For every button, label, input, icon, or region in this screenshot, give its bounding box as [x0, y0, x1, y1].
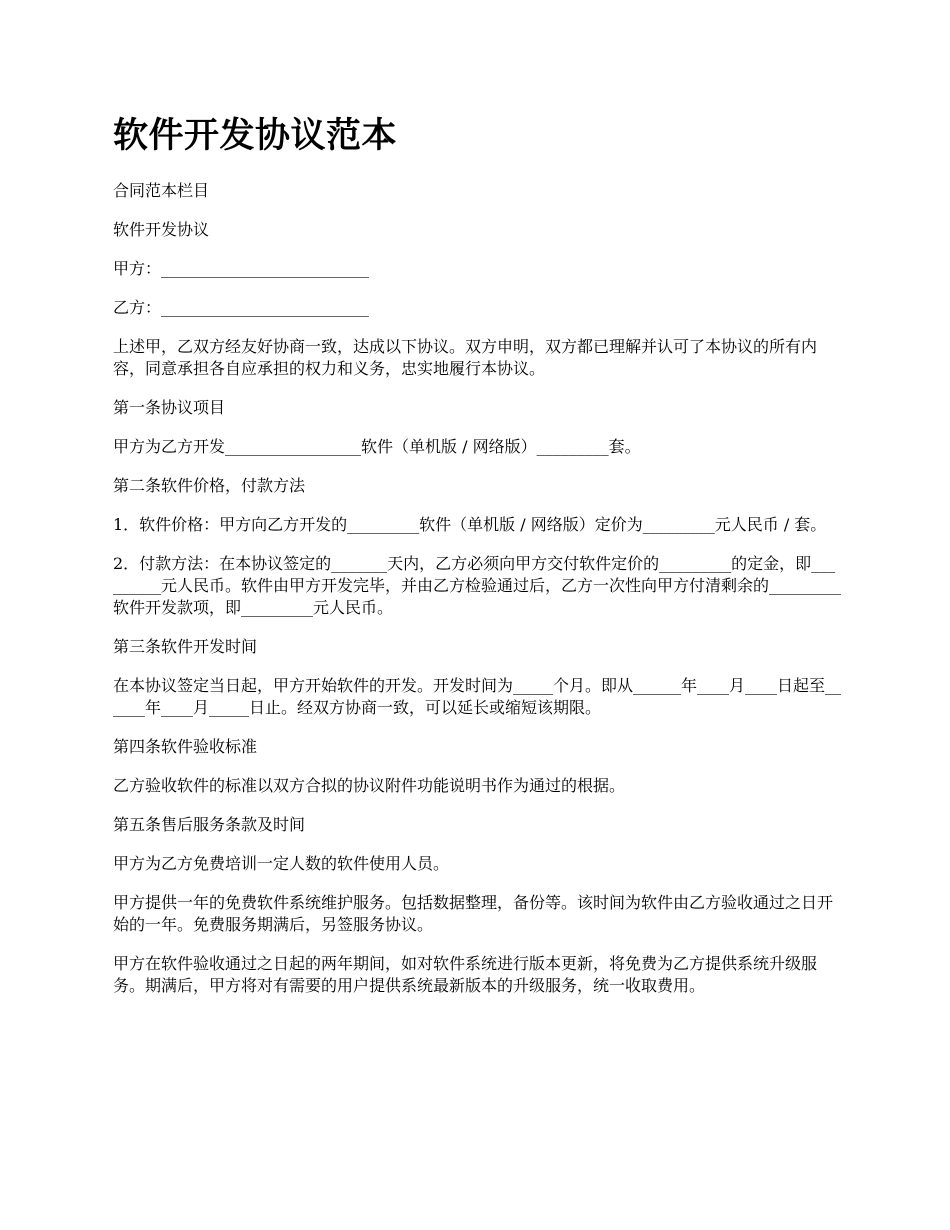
preamble-paragraph: 上述甲，乙双方经友好协商一致，达成以下协议。双方申明，双方都已理解并认可了本协议的所有内容，同意承担各自应承担的权力和义务，忠实地履行本协议。: [113, 337, 818, 378]
document-paragraph: 乙方验收软件的标准以双方合拟的协议附件功能说明书作为通过的根据。: [113, 776, 626, 795]
document-paragraph: 甲方提供一年的免费软件系统维护服务。包括数据整理，备份等。该时间为软件由乙方验收通过之日开始的一年。免费服务期满后，另签服务协议。: [113, 893, 834, 934]
document-paragraph: 合同范本栏目: [113, 181, 210, 200]
document-paragraph: 1．软件价格：甲方向乙方开发的_________软件（单机版 / 网络版）定价为_________元人民币 / 套。: [113, 515, 827, 534]
document-paragraph: 在本协议签定当日起，甲方开始软件的开发。开发时间为_____个月。即从______年____月____日起至______年____月_____日止。经双方协商一致，可以延长或缩短该期限。: [113, 676, 842, 717]
article-heading: 第三条软件开发时间: [113, 637, 258, 656]
article-heading: 第四条软件验收标准: [113, 737, 258, 756]
document-paragraph: 甲方为乙方开发_________________软件（单机版 / 网络版）_________套。: [113, 437, 641, 456]
article-heading: 第一条协议项目: [113, 398, 226, 417]
document-page: [113, 112, 843, 1014]
party-b-line: 乙方：__________________________: [113, 298, 370, 317]
document-title: 软件开发协议范本: [113, 115, 398, 156]
document-paragraph: 2．付款方法：在本协议签定的_______天内，乙方必须向甲方交付软件定价的_________的定金，即_________元人民币。软件由甲方开发完毕，并由乙方检验通过后，乙方一次性向甲方付清剩余的_________软件开发款项，即_________元人民币。: [113, 554, 842, 617]
document-paragraph: 甲方为乙方免费培训一定人数的软件使用人员。: [113, 854, 450, 873]
party-a-line: 甲方：__________________________: [113, 259, 370, 278]
article-heading: 第二条软件价格，付款方法: [113, 476, 306, 495]
document-paragraph: 甲方在软件验收通过之日起的两年期间，如对软件系统进行版本更新，将免费为乙方提供系统升级服务。期满后，甲方将对有需要的用户提供系统最新版本的升级服务，统一收取费用。: [113, 954, 818, 995]
document-paragraph: 软件开发协议: [113, 220, 210, 239]
article-heading: 第五条售后服务条款及时间: [113, 815, 306, 834]
